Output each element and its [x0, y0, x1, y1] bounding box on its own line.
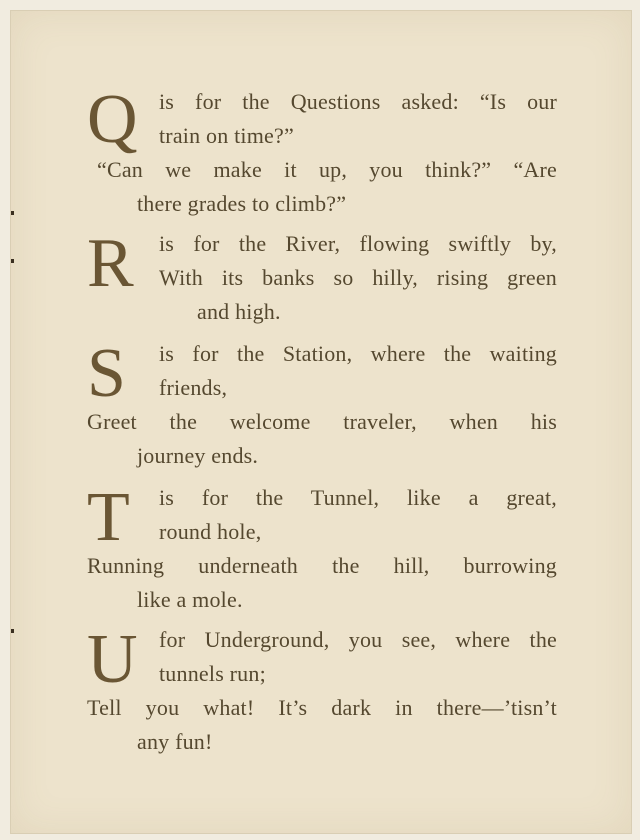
stanza-line: any fun! — [137, 729, 213, 754]
drop-cap-q: Q — [87, 81, 138, 158]
stanza-line: journey ends. — [137, 443, 259, 468]
stanza-line: there grades to climb?” — [137, 191, 347, 216]
stanza-line: Tell you what! It’s dark in there—’tisn’t — [87, 695, 557, 720]
stanza-line: Running underneath the hill, burrowing — [87, 553, 557, 578]
drop-cap-u: U — [87, 621, 138, 698]
drop-cap-s: S — [87, 335, 126, 412]
stanza-line: is for the Questions asked: “Is our — [159, 89, 557, 114]
stanza-line: Greet the welcome traveler, when his — [87, 409, 557, 434]
page-edge-mark — [11, 629, 14, 633]
stanza-line: for Underground, you see, where the — [159, 627, 557, 652]
stanza-line: is for the Station, where the waiting — [159, 341, 557, 366]
page-edge-mark — [11, 259, 14, 263]
drop-cap-t: T — [87, 479, 130, 556]
drop-cap-r: R — [87, 225, 134, 302]
stanza-line: is for the Tunnel, like a great, — [159, 485, 557, 510]
book-page — [10, 10, 632, 834]
stanza-line: is for the River, flowing swiftly by, — [159, 231, 557, 256]
stanza-line: round hole, — [159, 519, 262, 544]
stanza-line: and high. — [197, 299, 281, 324]
stanza-line: tunnels run; — [159, 661, 266, 686]
stanza-line: train on time?” — [159, 123, 294, 148]
stanza-line: “Can we make it up, you think?” “Are — [97, 157, 557, 182]
stanza-line: With its banks so hilly, rising green — [159, 265, 557, 290]
page-edge-mark — [11, 211, 14, 215]
stanza-line: friends, — [159, 375, 228, 400]
stanza-line: like a mole. — [137, 587, 243, 612]
